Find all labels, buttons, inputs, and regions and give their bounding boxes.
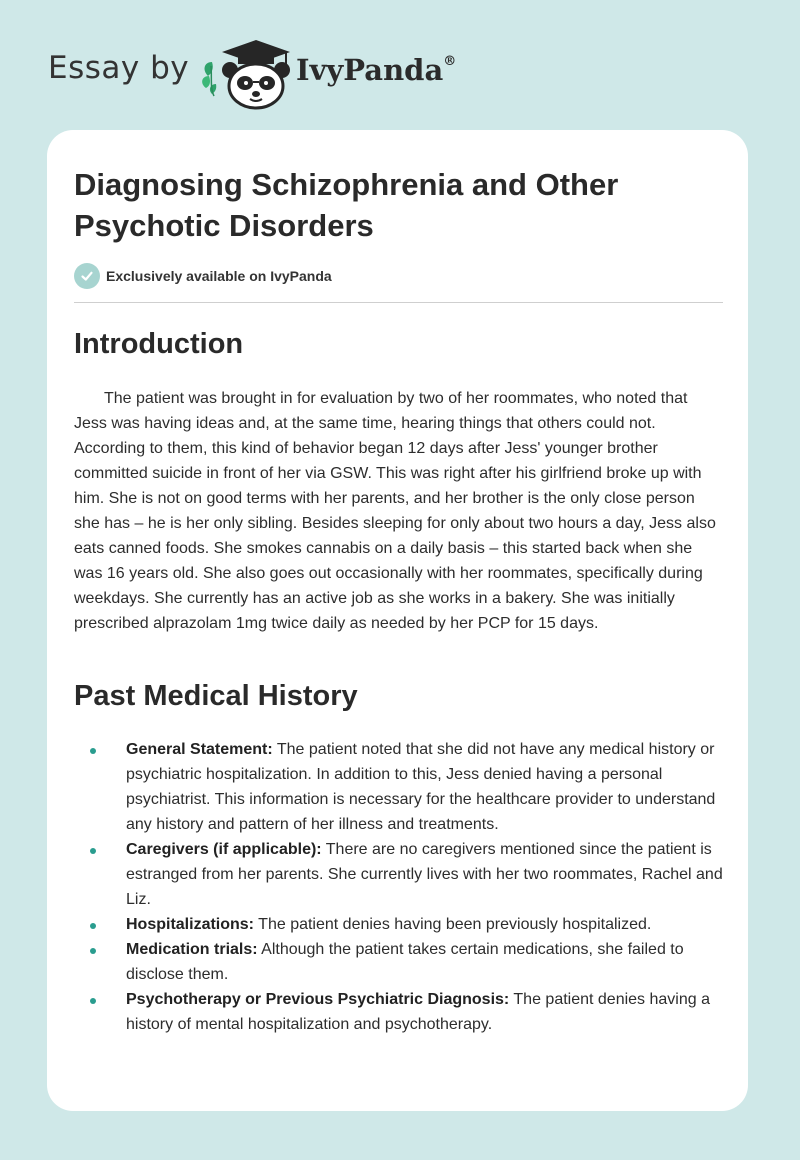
item-text: The patient denies having been previously hospitalized. xyxy=(254,916,652,933)
introduction-heading: Introduction xyxy=(74,328,244,360)
item-text: There are no caregivers mentioned since the patient is estranged from her parents. She currently lives with her two roommates, Rachel and Liz. xyxy=(126,841,723,908)
list-item xyxy=(74,912,724,937)
panda-logo-icon[interactable] xyxy=(200,36,292,110)
list-item xyxy=(74,837,724,912)
list-item xyxy=(74,737,724,837)
item-label: Medication trials: xyxy=(126,941,258,958)
site-header xyxy=(0,0,800,130)
divider xyxy=(74,302,723,303)
item-text: Although the patient takes certain medications, she failed to disclose them. xyxy=(126,941,684,983)
essay-by-label: Essay by xyxy=(48,50,190,86)
exclusive-label: Exclusively available on IvyPanda xyxy=(106,268,332,284)
introduction-paragraph: The patient was brought in for evaluation by two of her roommates, who noted that Jess was having ideas and, at the same time, hearing things that others could not. According to them, this kind of behavior began 12 days after Jess' younger brother committed suicide in front of her via GSW. This was right after his girlfriend broke up with him. She is not on good terms with her parents, and her brother is the only close person she has – he is her only sibling. Besides sleeping for only about two hours a day, Jess also eats canned foods. She smokes cannabis on a daily basis – this started back when she was 16 years old. She also goes out occasionally with her roommates, specifically during weekdays. She currently has an active job as she works in a bakery. She was initially prescribed alprazolam 1mg twice daily as needed by her PCP for 15 days. xyxy=(74,390,716,632)
ivy-leaf-icon xyxy=(202,62,216,96)
bullet-icon xyxy=(90,998,96,1004)
item-text: The patient denies having a history of mental hospitalization and psychotherapy. xyxy=(126,991,710,1033)
item-label: Psychotherapy or Previous Psychiatric Diagnosis: xyxy=(126,991,510,1008)
brand-name[interactable] xyxy=(296,53,456,87)
item-text: The patient noted that she did not have any medical history or psychiatric hospitalization. In addition to this, Jess denied having a personal psychiatrist. This information is necessary for the healthcare provider to understand any history and pattern of her illness and treatments. xyxy=(126,741,716,833)
list-item xyxy=(74,987,724,1037)
check-icon xyxy=(74,263,100,289)
list-item xyxy=(74,937,724,987)
item-label: Hospitalizations: xyxy=(126,916,255,933)
item-label: General Statement: xyxy=(126,741,273,758)
past-medical-history-heading: Past Medical History xyxy=(74,680,358,712)
brand-text: IvyPanda xyxy=(296,53,444,87)
page-title: Diagnosing Schizophrenia and Other Psychotic Disorders xyxy=(74,167,619,243)
bullet-icon xyxy=(90,923,96,929)
item-label: Caregivers (if applicable): xyxy=(126,841,322,858)
bullet-icon xyxy=(90,848,96,854)
bullet-icon xyxy=(90,948,96,954)
bullet-icon xyxy=(90,748,96,754)
exclusive-badge xyxy=(74,263,332,289)
registered-mark: ® xyxy=(443,54,457,70)
history-list xyxy=(74,737,724,1037)
essay-card xyxy=(47,130,748,1111)
